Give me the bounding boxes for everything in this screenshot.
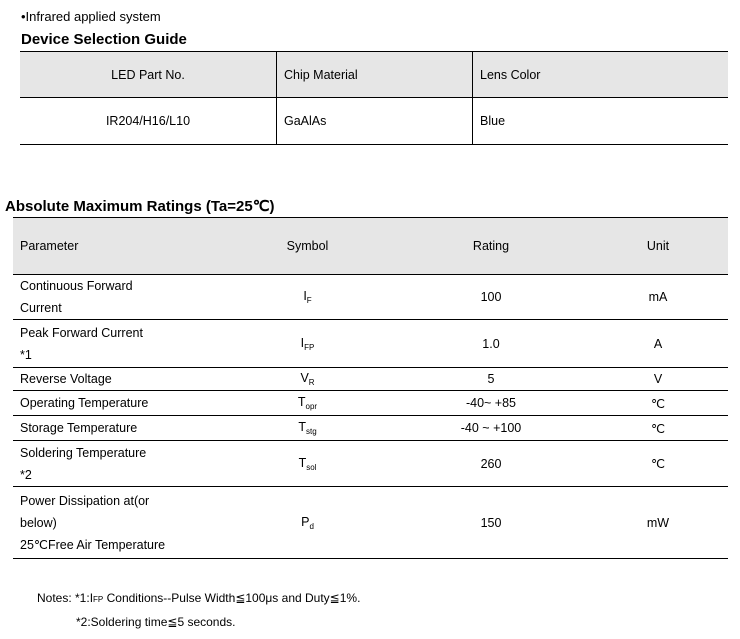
unit-cell: A <box>588 320 728 368</box>
table-row <box>13 368 728 391</box>
header-chip-material: Chip Material <box>277 52 473 98</box>
unit-cell: ℃ <box>588 441 728 487</box>
unit-cell: mA <box>588 275 728 320</box>
rating-cell: 100 <box>394 275 588 320</box>
note-1: Notes: *1:IFP Conditions--Pulse Width≦100μs and Duty≦1%. <box>37 591 361 605</box>
table-row <box>13 391 728 416</box>
header-unit: Unit <box>588 218 728 275</box>
header-lens-color: Lens Color <box>473 52 729 98</box>
parameter-cell: Soldering Temperature *2 <box>13 441 221 487</box>
symbol-cell: $P_d$ <box>221 487 394 559</box>
bullet-text: •Infrared applied system <box>21 9 161 24</box>
table-row <box>20 98 728 145</box>
header-rating: Rating <box>394 218 588 275</box>
rating-cell: -40~ +85 <box>394 391 588 416</box>
note-2: *2:Soldering time≦5 seconds. <box>76 615 236 629</box>
lens-color-cell: Blue <box>473 98 729 145</box>
table-row <box>13 275 728 320</box>
device-selection-table <box>20 51 728 145</box>
rating-cell: -40 ~ +100 <box>394 416 588 441</box>
symbol-cell: $I_{FP}$ <box>221 320 394 368</box>
symbol-cell: $V_R$ <box>221 368 394 391</box>
unit-cell: V <box>588 368 728 391</box>
device-guide-title: Device Selection Guide <box>21 31 187 48</box>
header-parameter: Parameter <box>13 218 221 275</box>
symbol-cell: $T_{opr}$ <box>221 391 394 416</box>
rating-cell: 1.0 <box>394 320 588 368</box>
parameter-cell: Storage Temperature <box>13 416 221 441</box>
table-header-row <box>13 218 728 275</box>
unit-cell: mW <box>588 487 728 559</box>
symbol-cell: $T_{stg}$ <box>221 416 394 441</box>
rating-cell: 260 <box>394 441 588 487</box>
table-row <box>13 441 728 487</box>
table-row <box>13 320 728 368</box>
parameter-cell: Peak Forward Current *1 <box>13 320 221 368</box>
parameter-cell: Operating Temperature <box>13 391 221 416</box>
unit-cell: ℃ <box>588 391 728 416</box>
header-symbol: Symbol <box>221 218 394 275</box>
rating-cell: 150 <box>394 487 588 559</box>
unit-cell: ℃ <box>588 416 728 441</box>
table-row <box>13 487 728 559</box>
ratings-title: Absolute Maximum Ratings (Ta=25℃) <box>5 198 275 215</box>
parameter-cell: Continuous Forward Current <box>13 275 221 320</box>
chip-material-cell: GaAlAs <box>277 98 473 145</box>
symbol-cell: $I_F$ <box>221 275 394 320</box>
symbol-cell: $T_{sol}$ <box>221 441 394 487</box>
part-no-cell: IR204/H16/L10 <box>20 98 277 145</box>
rating-cell: 5 <box>394 368 588 391</box>
header-part-no: LED Part No. <box>20 52 277 98</box>
table-header-row <box>20 52 728 98</box>
parameter-cell: Reverse Voltage <box>13 368 221 391</box>
table-row <box>13 416 728 441</box>
ratings-table <box>13 217 728 559</box>
parameter-cell: Power Dissipation at(or below) 25℃Free Air Temperature <box>13 487 221 559</box>
